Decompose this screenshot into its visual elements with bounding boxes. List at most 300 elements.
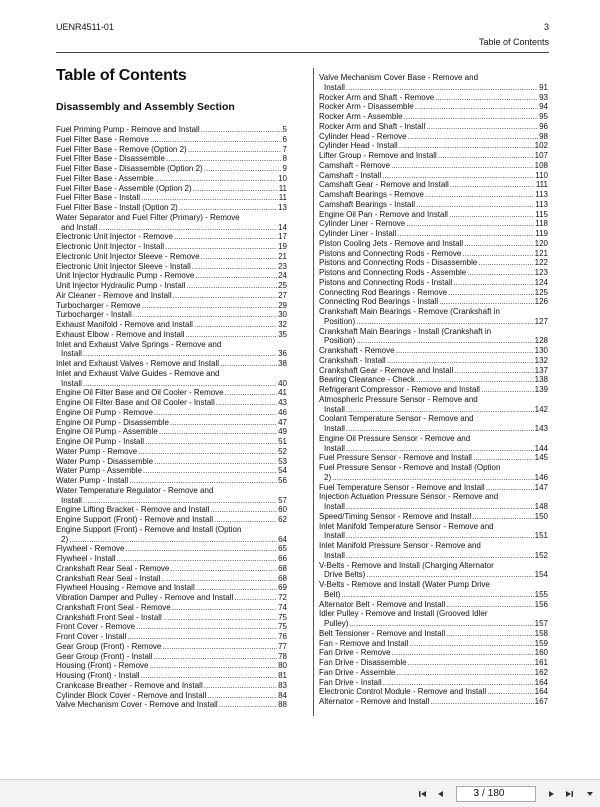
toc-entry[interactable] — [56, 281, 287, 291]
toc-entry-title: Crankshaft Main Bearings - Install (Crankshaft in — [319, 326, 492, 336]
dot-leader — [150, 135, 282, 145]
toc-entry[interactable] — [56, 476, 287, 486]
toc-entry-page: 74 — [278, 602, 287, 612]
toc-entry[interactable] — [319, 434, 548, 454]
dot-leader — [154, 457, 277, 467]
toc-entry[interactable] — [319, 629, 548, 639]
toc-entry[interactable] — [56, 437, 287, 447]
toc-entry[interactable] — [319, 327, 548, 347]
dot-leader — [415, 102, 538, 112]
dot-leader — [454, 366, 533, 376]
dot-leader — [464, 239, 534, 249]
toc-entry-page: 10 — [278, 173, 287, 183]
toc-entry-title: Fuel Filter Base - Disassemble — [56, 154, 165, 164]
toc-entry[interactable] — [319, 541, 548, 561]
toc-entry[interactable] — [56, 632, 287, 642]
toc-entry[interactable] — [319, 609, 548, 629]
toc-entry-page: 107 — [534, 151, 548, 160]
toc-entry[interactable] — [319, 102, 548, 112]
toc-entry[interactable] — [319, 141, 548, 151]
toc-entry-title-continued: 2) — [61, 534, 69, 544]
toc-entry[interactable] — [319, 483, 548, 493]
toc-entry[interactable] — [56, 583, 287, 593]
dot-leader — [409, 639, 533, 649]
document-id: UENR4511-01 — [56, 22, 114, 32]
toc-entry[interactable] — [319, 658, 548, 668]
toc-entry[interactable] — [56, 291, 287, 301]
toc-entry-page: 130 — [534, 346, 548, 355]
toc-entry-title: Fuel Priming Pump - Remove and Install — [56, 125, 200, 134]
toc-entry[interactable] — [56, 262, 287, 272]
toc-entry[interactable] — [319, 512, 548, 522]
toc-entry[interactable] — [56, 154, 287, 164]
dot-leader — [186, 281, 277, 291]
toc-entry-title: Valve Mechanism Cover - Remove and Install — [56, 700, 218, 710]
toc-entry-page: 7 — [282, 144, 287, 154]
toc-entry-title: Inlet and Exhaust Valve Springs - Remove and — [56, 339, 222, 349]
toc-entry[interactable] — [56, 388, 287, 398]
toc-entry-page: 118 — [535, 219, 548, 229]
total-pages: 180 — [487, 788, 505, 799]
toc-entry-title: Engine Oil Pan - Remove and Install — [319, 209, 448, 219]
toc-entry[interactable] — [56, 622, 287, 632]
toc-entry[interactable] — [319, 258, 548, 268]
toc-entry-title: Injection Actuation Pressure Sensor - Remove and — [319, 492, 499, 502]
page-selector[interactable] — [456, 786, 536, 802]
toc-entry-title: Electronic Control Module - Remove and Install — [319, 687, 487, 697]
toc-entry[interactable] — [319, 356, 548, 366]
toc-entry[interactable] — [319, 639, 548, 649]
toc-entry[interactable] — [319, 697, 548, 707]
toc-entry-title: Bearing Clearance - Check — [319, 375, 416, 385]
toc-entry-title: Engine Lifting Bracket - Remove and Install — [56, 505, 210, 515]
toc-entry[interactable] — [319, 687, 548, 697]
toc-entry-page: 13 — [278, 203, 287, 212]
toc-entry-title: Fuel Temperature Sensor - Remove and Install — [319, 482, 485, 492]
toc-entry-page: 152 — [534, 550, 548, 560]
toc-entry[interactable] — [56, 369, 287, 389]
viewer-toolbar — [0, 779, 600, 807]
toc-entry[interactable] — [319, 346, 548, 356]
toc-entry[interactable] — [56, 564, 287, 574]
toc-entry[interactable] — [56, 271, 287, 281]
toc-entry-title: Cylinder Liner - Install — [319, 229, 397, 238]
toc-entry[interactable] — [319, 171, 548, 181]
dot-leader — [129, 476, 277, 486]
toc-entry[interactable] — [56, 418, 287, 428]
dot-leader — [346, 502, 534, 512]
toc-entry-page: 151 — [534, 531, 548, 541]
toc-entry[interactable] — [319, 239, 548, 249]
toc-entry-title: Water Pump - Disassemble — [56, 456, 154, 466]
toc-entry-title: V-Belts - Remove and Install (Water Pump Drive — [319, 580, 490, 589]
running-title: Table of Contents — [478, 37, 549, 47]
toc-entry-title: Fan Drive - Remove — [319, 648, 391, 658]
toc-entry[interactable] — [56, 457, 287, 467]
toc-entry[interactable] — [56, 447, 287, 457]
toc-entry-page: 14 — [278, 222, 287, 232]
toc-entry-title: Water Separator and Fuel Filter (Primary) - Remove — [56, 212, 240, 222]
dot-leader — [450, 180, 535, 190]
toc-entry-title: Air Cleaner - Remove and Install — [56, 290, 172, 300]
header-rule — [56, 52, 549, 53]
dot-leader — [179, 203, 277, 213]
toc-entry-page: 128 — [534, 336, 548, 346]
toc-entry[interactable] — [319, 395, 548, 415]
toc-entry-page: 147 — [534, 482, 548, 492]
toc-entry-title-continued: Install — [324, 82, 345, 92]
toc-entry[interactable] — [319, 93, 548, 103]
toc-entry[interactable] — [319, 307, 548, 327]
toc-entry-page: 64 — [278, 534, 287, 544]
toc-entry-title: Electronic Unit Injector Sleeve - Install — [56, 261, 191, 271]
toc-entry[interactable] — [56, 135, 287, 145]
dot-leader — [467, 268, 533, 278]
toc-entry-page: 54 — [278, 466, 287, 476]
toc-entry[interactable] — [319, 268, 548, 278]
dot-leader — [478, 258, 533, 268]
toc-entry[interactable] — [319, 453, 548, 463]
toc-entry-page: 23 — [278, 261, 287, 271]
toc-entry-title: Camshaft - Remove — [319, 160, 391, 170]
toc-entry-page: 53 — [278, 456, 287, 466]
toc-entry-page: 84 — [278, 690, 287, 700]
toc-entry-title: Crankcase Breather - Remove and Install — [56, 680, 203, 690]
toc-entry-page: 75 — [278, 612, 287, 622]
toc-entry[interactable] — [56, 193, 287, 203]
toc-entry[interactable] — [56, 242, 287, 252]
toc-entry[interactable] — [56, 466, 287, 476]
toc-entry-page: 102 — [534, 141, 548, 151]
toc-entry[interactable] — [56, 593, 287, 603]
toc-entry[interactable] — [56, 642, 287, 652]
toc-entry[interactable] — [56, 252, 287, 262]
toc-entry-title: Fuel Filter Base - Disassemble (Option 2) — [56, 164, 203, 173]
toc-entry[interactable] — [319, 492, 548, 512]
toc-entry-title: Crankshaft Gear - Remove and Install — [319, 365, 454, 375]
toc-entry-title: Engine Oil Pressure Sensor - Remove and — [319, 433, 471, 443]
toc-entry-page: 161 — [534, 658, 548, 667]
toc-entry-title: Electronic Unit Injector - Remove — [56, 232, 173, 242]
toc-entry[interactable] — [56, 525, 287, 545]
toc-entry[interactable] — [56, 661, 287, 671]
toc-entry[interactable] — [56, 359, 287, 369]
dot-leader — [397, 229, 534, 239]
toc-entry[interactable] — [56, 427, 287, 437]
toc-entry-title: Camshaft - Install — [319, 170, 382, 180]
toc-entry[interactable] — [56, 603, 287, 613]
first-page-icon[interactable] — [414, 785, 432, 803]
toc-entry[interactable] — [319, 73, 548, 93]
toc-entry[interactable] — [56, 544, 287, 554]
toc-entry-title-continued: Install — [324, 424, 345, 433]
dot-leader — [210, 505, 277, 515]
toc-entry-page: 108 — [534, 160, 548, 170]
dot-leader — [143, 466, 277, 476]
toc-entry[interactable] — [319, 375, 548, 385]
toc-entry-page: 123 — [534, 268, 548, 277]
toc-entry[interactable] — [56, 398, 287, 408]
toc-entry-title-continued: Install — [324, 443, 345, 453]
dot-leader — [416, 200, 534, 210]
toc-entry-title: Piston Cooling Jets - Remove and Install — [319, 238, 464, 248]
dot-leader — [346, 405, 534, 415]
toc-entry[interactable] — [319, 180, 548, 190]
toc-entry[interactable] — [319, 132, 548, 142]
toc-entry-title: Connecting Rod Bearings - Install — [319, 297, 439, 307]
dot-leader — [145, 437, 277, 447]
toc-entry-title: Unit Injector Hydraulic Pump - Remove — [56, 271, 195, 281]
dot-leader — [98, 223, 277, 233]
toc-entry-page: 5 — [282, 125, 287, 134]
toc-entry-title: Fan Drive - Install — [319, 677, 382, 687]
toc-entry[interactable] — [56, 652, 287, 662]
dot-leader — [406, 219, 534, 229]
toc-entry-page: 95 — [539, 112, 548, 121]
toc-entry-title: Housing (Front) - Install — [56, 671, 140, 680]
toc-entry-page: 121 — [534, 248, 548, 258]
toc-entry[interactable] — [56, 125, 287, 135]
toc-entry-page: 81 — [278, 671, 287, 680]
toc-entry-page: 43 — [278, 398, 287, 407]
dot-leader — [462, 249, 533, 259]
toc-entry-page: 29 — [278, 300, 287, 310]
toc-entry[interactable] — [56, 184, 287, 194]
toc-entry[interactable] — [56, 213, 287, 233]
dot-leader — [435, 93, 538, 103]
toc-entry[interactable] — [56, 554, 287, 564]
toc-entry[interactable] — [319, 112, 548, 122]
toc-entry[interactable] — [319, 668, 548, 678]
dot-leader — [153, 652, 277, 662]
toc-entry[interactable] — [56, 671, 287, 681]
dot-leader — [404, 112, 539, 122]
toc-entry-title: Fan - Remove and Install — [319, 638, 409, 648]
page-number: 3 — [543, 22, 549, 32]
toc-entry-title: Electronic Unit Injector - Install — [56, 242, 165, 251]
toc-entry-page: 47 — [278, 417, 287, 427]
toc-entry-title: Rocker Arm and Shaft - Install — [319, 121, 426, 131]
toc-entry[interactable] — [319, 385, 548, 395]
toc-entry-page: 6 — [282, 134, 287, 144]
dot-leader — [448, 288, 534, 298]
toc-entry[interactable] — [56, 515, 287, 525]
toc-entry-page: 35 — [278, 329, 287, 339]
toc-entry[interactable] — [56, 486, 287, 506]
toc-entry-title: Alternator Belt - Remove and Install — [319, 599, 446, 609]
toc-entry[interactable] — [319, 600, 548, 610]
toc-entry[interactable] — [319, 561, 548, 581]
toc-entry[interactable] — [56, 691, 287, 701]
toc-entry-title-continued: Install — [324, 550, 345, 560]
dot-leader — [486, 483, 534, 493]
toc-entry[interactable] — [56, 164, 287, 174]
toc-entry[interactable] — [319, 522, 548, 542]
toc-entry[interactable] — [319, 229, 548, 239]
toc-entry-title: Coolant Temperature Sensor - Remove and — [319, 414, 474, 424]
toc-entry[interactable] — [319, 200, 548, 210]
toc-entry[interactable] — [319, 161, 548, 171]
toc-entry[interactable] — [56, 310, 287, 320]
toc-entry[interactable] — [319, 463, 548, 483]
toc-entry[interactable] — [56, 700, 287, 710]
toc-entry[interactable] — [56, 320, 287, 330]
dot-leader — [166, 154, 282, 164]
toc-entry[interactable] — [56, 340, 287, 360]
toc-entry-title-continued: Install — [324, 531, 345, 541]
next-page-icon[interactable] — [542, 785, 560, 803]
toc-entry-title: V-Belts - Remove and Install (Charging Alternator — [319, 560, 494, 570]
toc-entry[interactable] — [56, 505, 287, 515]
dot-leader — [472, 512, 533, 522]
dot-leader — [186, 330, 278, 340]
toc-entry-page: 155 — [534, 589, 548, 599]
toc-entry[interactable] — [319, 648, 548, 658]
toc-entry[interactable] — [319, 249, 548, 259]
dot-leader — [220, 359, 277, 369]
toc-entry-page: 156 — [534, 599, 548, 609]
toc-entry[interactable] — [319, 278, 548, 288]
toc-entry-title: Engine Support (Front) - Remove and Install — [56, 515, 213, 524]
toc-entry[interactable] — [319, 151, 548, 161]
toc-entry-title: Water Temperature Regulator - Remove and — [56, 485, 214, 495]
toc-entry-page: 122 — [534, 258, 548, 268]
toc-entry-page: 27 — [278, 290, 287, 300]
dot-leader — [346, 424, 534, 434]
toc-entry-page: 113 — [535, 190, 548, 199]
toc-entry[interactable] — [319, 297, 548, 307]
toc-entry[interactable] — [319, 580, 548, 600]
toc-entry-page: 115 — [535, 209, 548, 219]
toc-entry[interactable] — [319, 366, 548, 376]
toc-entry-page: 68 — [278, 563, 287, 573]
toc-entry-page: 62 — [278, 515, 287, 524]
toc-entry-title: Crankshaft Front Seal - Install — [56, 612, 162, 622]
dot-leader — [396, 346, 534, 356]
dot-leader — [453, 278, 533, 288]
toc-entry-page: 150 — [534, 511, 548, 521]
toc-entry-page: 137 — [534, 365, 548, 375]
toc-entry-title: Crankshaft - Install — [319, 355, 386, 365]
dot-leader — [387, 356, 534, 366]
toc-entry[interactable] — [56, 145, 287, 155]
dot-leader — [127, 632, 277, 642]
last-page-icon[interactable] — [560, 785, 578, 803]
dot-leader — [416, 375, 534, 385]
toc-entry-page: 138 — [534, 375, 548, 385]
toc-entry-title: Electronic Unit Injector Sleeve - Remove — [56, 251, 200, 261]
toc-entry[interactable] — [56, 232, 287, 242]
toc-entry-title: Turbocharger - Install — [56, 310, 132, 320]
toc-entry-page: 9 — [282, 164, 287, 173]
toc-entry[interactable] — [56, 681, 287, 691]
dot-leader — [481, 385, 534, 395]
toc-entry-page: 98 — [539, 131, 548, 141]
toc-entry[interactable] — [56, 330, 287, 340]
dot-leader — [141, 671, 278, 681]
toc-right-column — [319, 73, 548, 707]
toc-entry[interactable] — [319, 678, 548, 688]
dot-leader — [207, 691, 277, 701]
toc-entry-title: Fuel Pressure Sensor - Remove and Install — [319, 453, 472, 463]
toc-entry-page: 126 — [534, 297, 548, 307]
toc-entry-title: Camshaft Bearings - Remove — [319, 190, 424, 199]
dot-leader — [430, 697, 533, 707]
toc-entry-title: Unit Injector Hydraulic Pump - Install — [56, 281, 186, 290]
toc-entry-title: Cylinder Head - Remove — [319, 131, 407, 141]
dot-leader — [154, 408, 277, 418]
toc-entry[interactable] — [56, 174, 287, 184]
toc-entry-title: Engine Oil Pump - Disassemble — [56, 417, 169, 427]
toc-entry-title: Crankshaft Main Bearings - Remove (Crankshaft in — [319, 307, 500, 316]
toc-entry-title: Crankshaft Rear Seal - Remove — [56, 563, 170, 573]
dot-leader — [83, 349, 277, 359]
dot-leader — [446, 629, 534, 639]
dot-leader — [426, 122, 538, 132]
toc-entry-title: Crankshaft Front Seal - Remove — [56, 602, 171, 612]
toc-entry-page: 142 — [534, 404, 548, 414]
toc-entry-page: 164 — [534, 687, 548, 697]
toc-entry[interactable] — [56, 613, 287, 623]
toc-entry-page: 19 — [278, 242, 287, 251]
toc-entry-title-continued: Install — [61, 349, 82, 359]
toc-entry-title: Inlet Manifold Pressure Sensor - Remove and — [319, 541, 481, 550]
toc-entry-title: Cylinder Block Cover - Remove and Install — [56, 690, 207, 700]
toc-entry-page: 113 — [535, 199, 548, 209]
dot-leader — [155, 174, 277, 184]
toc-entry-title: Alternator - Remove and Install — [319, 697, 430, 706]
dot-leader — [204, 681, 277, 691]
dot-leader — [125, 544, 277, 554]
toc-entry[interactable] — [56, 408, 287, 418]
dot-leader — [83, 379, 277, 389]
toc-entry-page: 41 — [278, 388, 287, 398]
toc-entry[interactable] — [319, 122, 548, 132]
toc-entry-title: Front Cover - Remove — [56, 622, 136, 632]
toc-entry-page: 11 — [278, 193, 287, 203]
toc-entry-page: 96 — [539, 121, 548, 131]
dot-leader — [438, 151, 534, 161]
dot-leader — [162, 642, 277, 652]
dot-leader — [487, 687, 533, 697]
toc-entry-title: Exhaust Elbow - Remove and Install — [56, 329, 185, 339]
toc-entry-page: 154 — [534, 570, 548, 580]
dot-leader — [201, 125, 282, 135]
toc-entry[interactable] — [319, 219, 548, 229]
page-input[interactable] — [461, 788, 479, 799]
toc-entry-page: 25 — [278, 281, 287, 290]
toc-entry[interactable] — [319, 414, 548, 434]
toc-entry-page: 51 — [278, 437, 287, 446]
chevron-down-icon[interactable] — [580, 785, 600, 803]
toc-entry-title: Cylinder Head - Install — [319, 141, 398, 151]
toc-entry-page: 52 — [278, 446, 287, 456]
toc-entry[interactable] — [56, 203, 287, 213]
toc-entry-page: 83 — [278, 680, 287, 690]
toc-entry-page: 162 — [534, 667, 548, 677]
toc-entry[interactable] — [56, 301, 287, 311]
toc-entry-page: 65 — [278, 544, 287, 554]
toc-entry[interactable] — [319, 210, 548, 220]
toc-entry-title-continued: Position) — [324, 316, 356, 326]
toc-entry[interactable] — [56, 574, 287, 584]
toc-entry-title: Pistons and Connecting Rods - Install — [319, 277, 453, 287]
previous-page-icon[interactable] — [432, 785, 450, 803]
dot-leader — [341, 590, 533, 600]
dot-leader — [192, 262, 277, 272]
toc-entry[interactable] — [319, 288, 548, 298]
toc-entry[interactable] — [319, 190, 548, 200]
